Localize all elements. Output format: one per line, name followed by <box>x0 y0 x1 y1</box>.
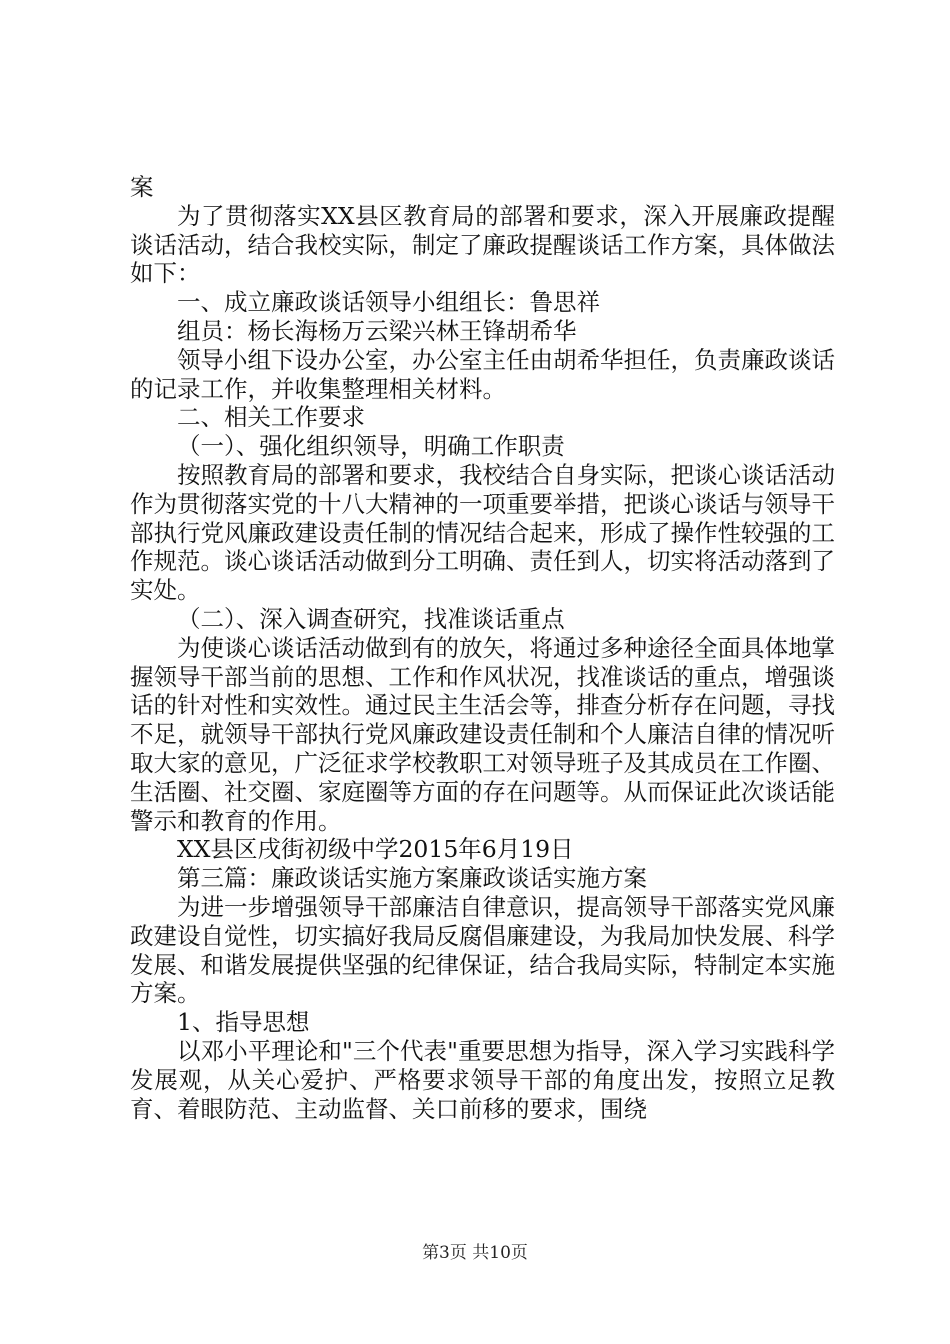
paragraph-subsection-two-body: 为使谈心谈话活动做到有的放矢，将通过多种途径全面具体地掌握领导干部当前的思想、工作和作风状况，找准谈话的重点，增强谈话的针对性和实效性。通过民主生活会等，排查分析存在问题，寻找不足，就领导干部执行党风廉政建设责任制和个人廉洁自律的情况听取大家的意见，广泛征求学校教职工对领导班子及其成员在工作圈、生活圈、社交圈、家庭圈等方面的存在问题等。从而保证此次谈话能警示和教育的作用。 <box>130 633 835 835</box>
paragraph-part-three-intro: 为进一步增强领导干部廉洁自律意识，提高领导干部落实党风廉政建设自觉性，切实搞好我局反腐倡廉建设，为我局加快发展、科学发展、和谐发展提供坚强的纪律保证，结合我局实际，特制定本实施方案。 <box>130 892 835 1008</box>
paragraph-members: 组员：杨长海杨万云梁兴林王锋胡希华 <box>177 316 577 345</box>
paragraph-intro: 为了贯彻落实XX县区教育局的部署和要求，深入开展廉政提醒谈话活动，结合我校实际，制定了廉政提醒谈话工作方案，具体做法如下： <box>130 201 835 288</box>
document-body <box>130 173 835 1123</box>
paragraph-subsection-two: （二）、深入调查研究，找准谈话重点 <box>177 604 565 633</box>
page-number-footer: 第3页 共10页 <box>422 1243 528 1263</box>
paragraph-guiding-ideology-body: 以邓小平理论和"三个代表"重要思想为指导，深入学习实践科学发展观，从关心爱护、严格要求领导干部的角度出发，按照立足教育、着眼防范、主动监督、关口前移的要求，围绕 <box>130 1036 835 1123</box>
paragraph-guiding-ideology-heading: 1、指导思想 <box>177 1008 310 1037</box>
paragraph-office: 领导小组下设办公室，办公室主任由胡希华担任，负责廉政谈话的记录工作，并收集整理相关材料。 <box>130 345 835 403</box>
paragraph-subsection-one: （一）、强化组织领导，明确工作职责 <box>177 432 565 461</box>
paragraph-part-three-title: 第三篇：廉政谈话实施方案廉政谈话实施方案 <box>177 864 647 893</box>
paragraph-signature-date: XX县区戌街初级中学2015年6月19日 <box>177 835 574 864</box>
paragraph-section-two: 二、相关工作要求 <box>177 403 365 432</box>
paragraph-section-one: 一、成立廉政谈话领导小组组长：鲁思祥 <box>177 288 600 317</box>
paragraph-subsection-one-body: 按照教育局的部署和要求，我校结合自身实际，把谈心谈话活动作为贯彻落实党的十八大精神的一项重要举措，把谈心谈话与领导干部执行党风廉政建设责任制的情况结合起来，形成了操作性较强的工作规范。谈心谈话活动做到分工明确、责任到人，切实将活动落到了实处。 <box>130 460 835 605</box>
paragraph-heading-fragment: 案 <box>130 173 154 201</box>
